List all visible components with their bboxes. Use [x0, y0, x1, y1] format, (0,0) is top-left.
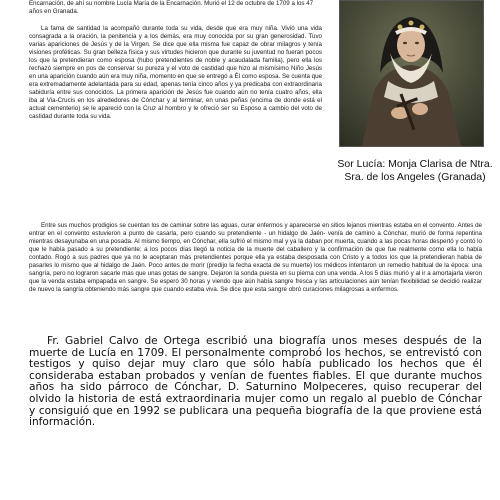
- intro-text: Encarnación, de ahí su nombre Lucía María de la Encarnación. Murió el 12 de octubre de 1709 a los 47 años en Granada.: [29, 0, 314, 15]
- paragraph-life-and-visions: La fama de santidad la acompañó durante toda su vida, desde que era muy niña. Vivió una vida consagrada a la oración, la penitencia y a los demás, era muy conocida por su gran generosidad. Tuvo varias apariciones de Jesús y de la Virgen. Se dice que ella misma fue capaz de obrar milagros y tenía visiones proféticas. Su gran belleza física y sus virtudes hicieron que durante su juventud no fueran pocos los que la pretendieran como esposa (hubo pretendientes de noble y acaudalada familia), pero ella los rechazó siempre en pos de conservar su pureza y el voto de castidad que hizo al mismísimo Niño Jesús en una aparición cuando aún era muy niña, momento en que se entregó a Él como esposa. Se cuenta que era extremadamente adelantada para su edad, apenas tenía cinco años y ya predicaba con extraordinaria sabiduría entre sus conocidos. La primera aparición de Jesús fue cuando aún no tenía cuatro años, ella iba al Via-Crucis en los alrededores de Cónchar y al terminar, en unas peñas (encima de donde está el actual cementerio) se le apareció con la Cruz al hombro y le ofreció ser su Esposo a cambio del voto de castidad durante toda su vida.: [29, 25, 322, 120]
- paragraph-biography-source: Fr. Gabriel Calvo de Ortega escribió una biografía unos meses después de la muerte de Lucía en 1709. El personalmente comprobó los hechos, se entrevistó con testigos y quiso dejar muy claro que sólo había publicado los hechos que él consideraba estaban probados y venían de fuentes fiables. El que durante muchos años ha sido párroco de Cónchar, D. Saturnino Molpeceres, quiso recuperar del olvido la historia de está extraordinaria mujer como un regalo al pueblo de Cónchar y consiguió que en 1992 se publicara una pequeña biografía de la que proviene está información.: [29, 335, 482, 429]
- nun-portrait: [339, 0, 484, 147]
- portrait-caption: Sor Lucía: Monja Clarisa de Ntra. Sra. de los Angeles (Granada): [337, 158, 493, 183]
- nun-portrait-painting: [340, 1, 483, 146]
- paragraph-miracles: Entre sus muchos prodigios se cuentan los de caminar sobre las aguas, curar enfermos y aparecerse en sitios lejanos mientras estaba en el convento. Antes de entrar en el convento estuvieron a punto de casarla, pero cuando su pretendiente - un hidalgo de Jaén- venía de camino a Cónchar, murió de forma repentina mientras desayunaba en una posada. Al mismo tiempo, en Cónchar, ella sufrió el mismo mal y ya la daban por muerta, cuando a las pocas horas despertó y contó lo que le había pasado a su pretendiente: a los pocos días llegó la noticia de la muerte del caballero y la confirmación de que fue realmente como ella lo había contado. Rogó a sus padres que ya no le aceptaran más pretendientes porque ella ya estaba desposada con Cristo y a todos los que la pretendieran había de pasarles lo mismo que al hidalgo de Jaén. Poco antes de morir (predijo la fecha exacta de su muerte) los médicos intentaron un remedio habitual de la época: una sangría, pero no lograron sacarle mas que unas gotas de sangre. Dejaron la sonda puesta en su pierna con una venda. A los 5 días murió y al ir a amortajarla vieron que la venda estaba empapada en sangre. Se esperó 30 horas y viendo que aún había sangre fresca y las articulaciones aún tenían flexibilidad se decidió realizar de nuevo la sangría obteniendo más sangre que cuando estaba viva. Se dice que esta sangre obró curaciones milagrosas a enfermos.: [29, 222, 482, 293]
